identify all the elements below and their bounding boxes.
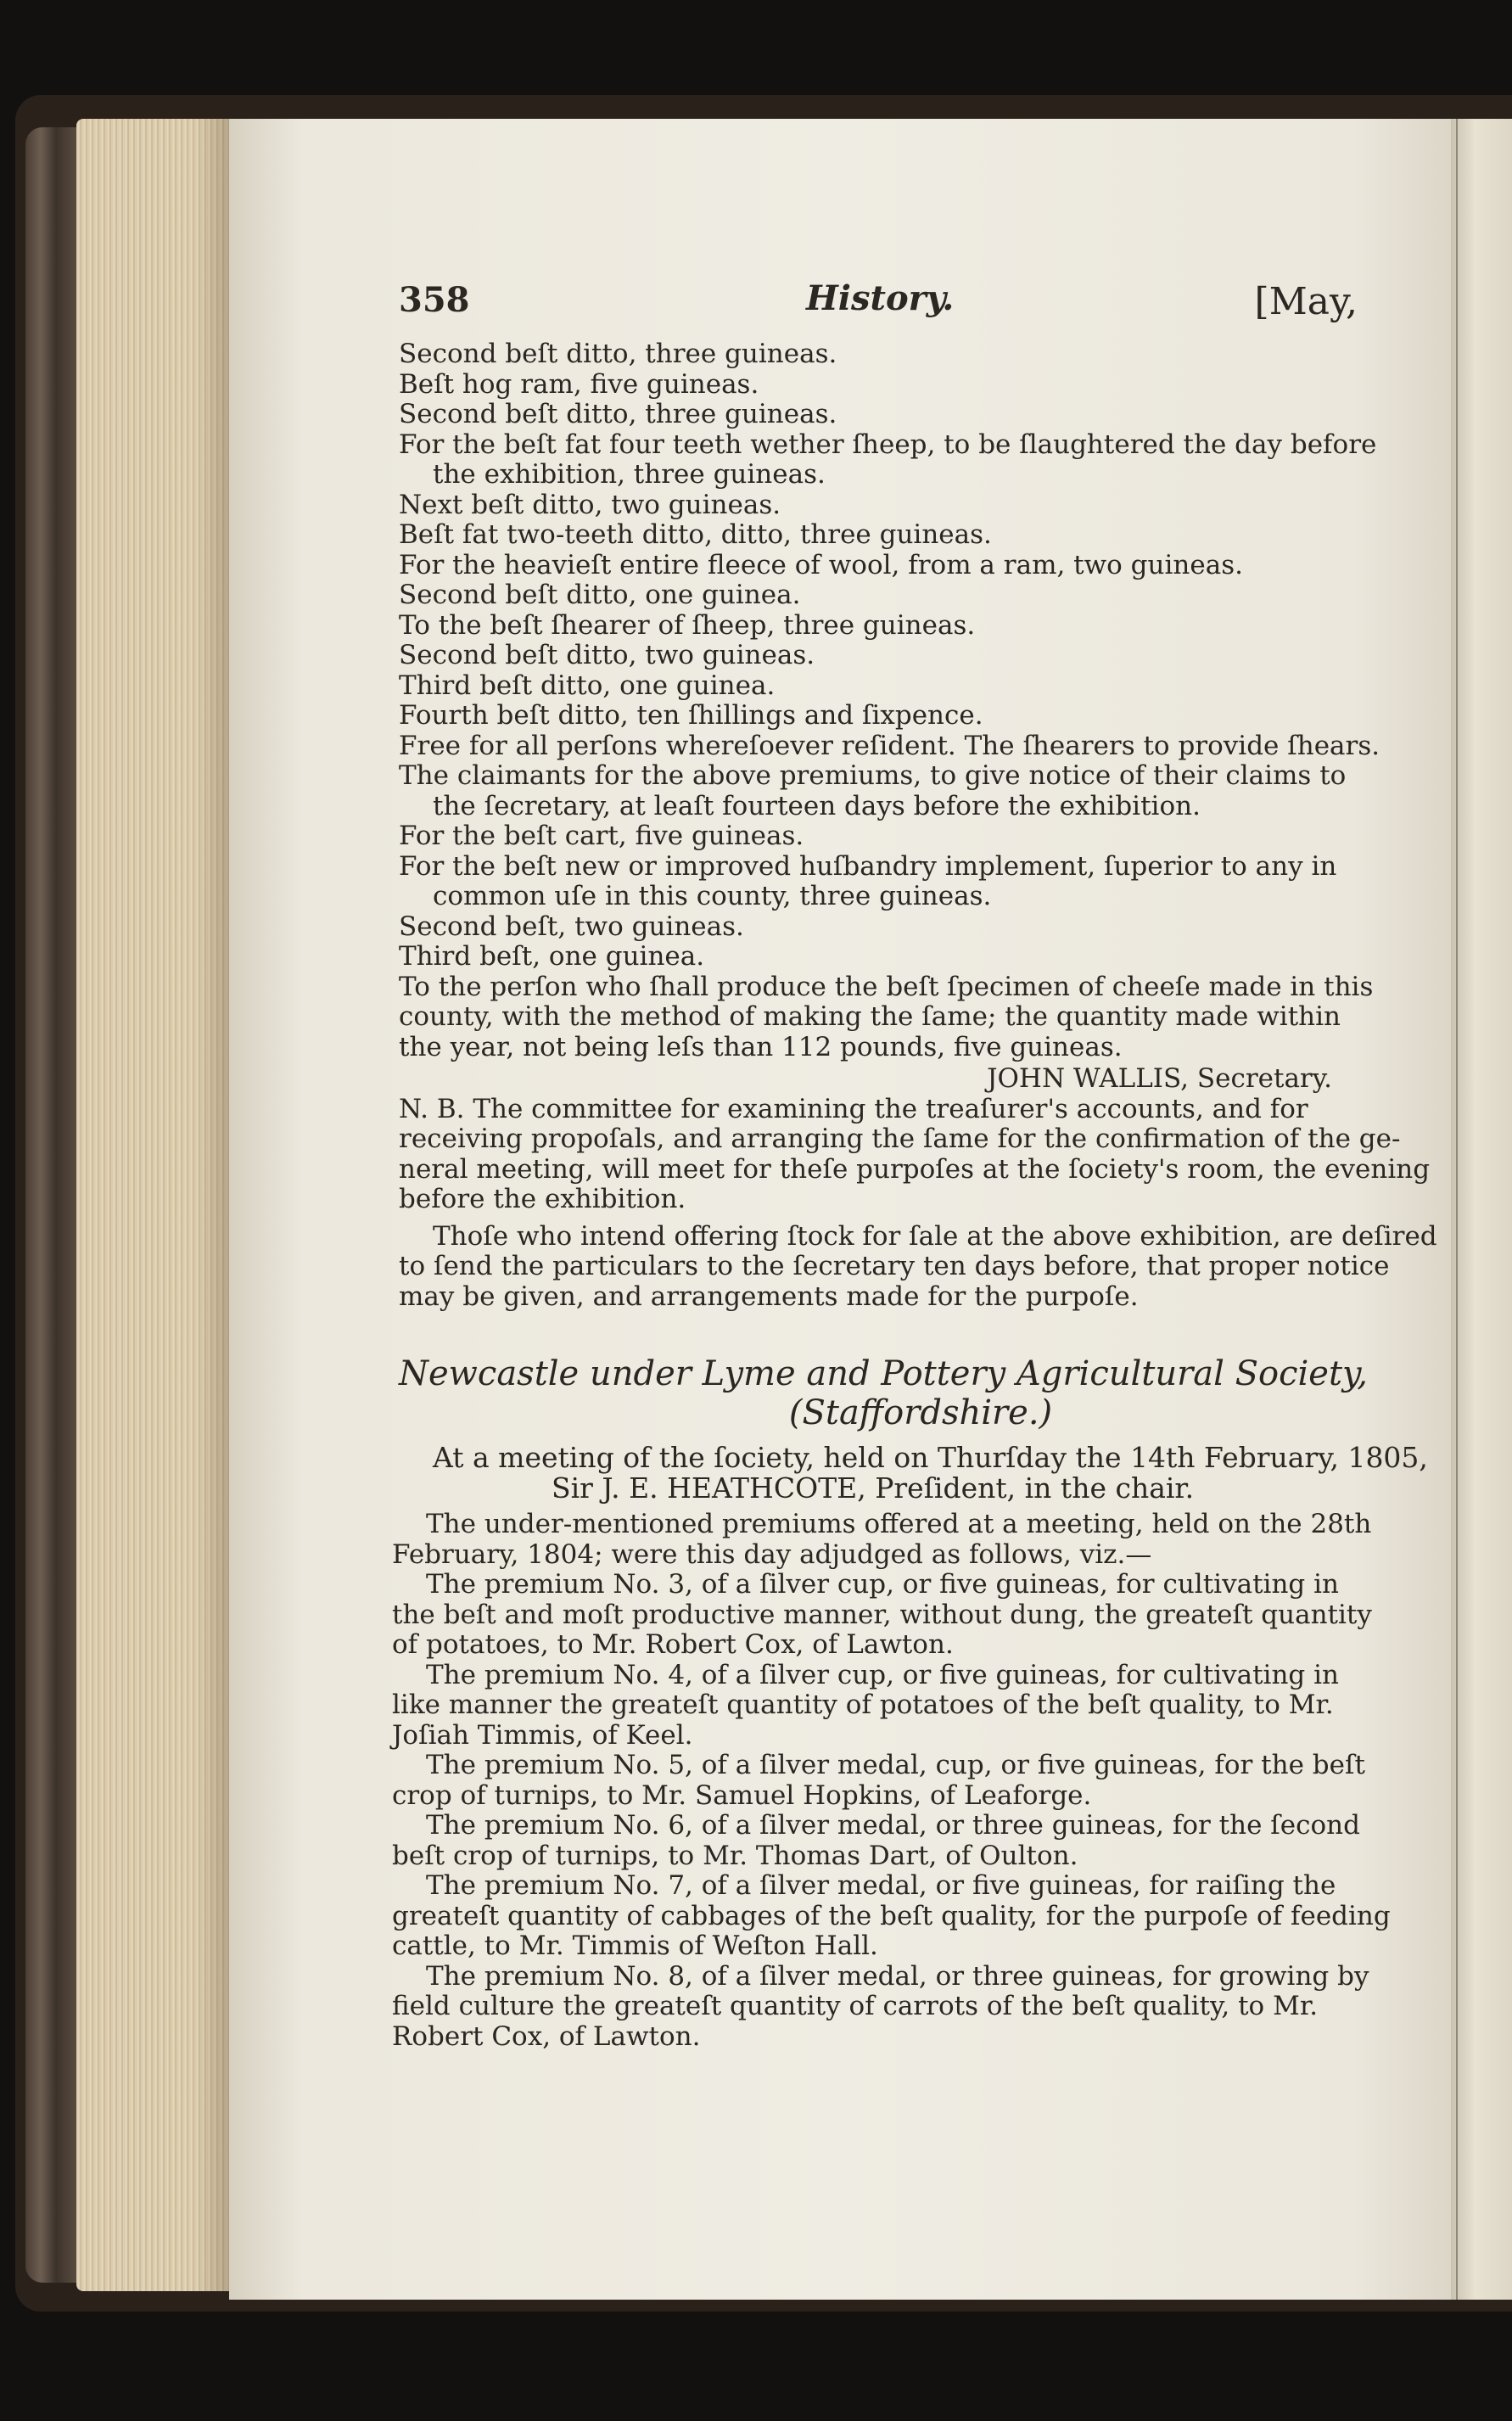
text-line: cattle, to Mr. Timmis of Weſton Hall. [392,1931,878,1961]
text-line: the ſecretary, at leaſt fourteen days before the exhibition. [433,790,1201,821]
text-line: For the beſt fat four teeth wether ſheep, to be ſlaughtered the day before [399,429,1377,460]
text-line: Fourth beſt ditto, ten ſhillings and ſixpence. [399,700,983,731]
text-line: receiving propoſals, and arranging the ſame for the confirmation of the ge- [399,1124,1401,1154]
text-line: of potatoes, to Mr. Robert Cox, of Lawton. [392,1629,954,1660]
meeting-line: At a meeting of the ſociety, held on Thurſday the 14th February, 1805, [433,1441,1428,1474]
text-line: Second beſt ditto, three guineas. [399,339,837,369]
text-line: Second beſt, two guineas. [399,911,744,942]
text-line: before the exhibition. [399,1184,686,1214]
text-line: The premium No. 6, of a ſilver medal, or three guineas, for the ſecond [426,1810,1360,1841]
text-line: Second beſt ditto, three guineas. [399,399,837,429]
text-line: The claimants for the above premiums, to give notice of their claims to [399,760,1347,791]
text-line: like manner the greateſt quantity of potatoes of the beſt quality, to Mr. [392,1690,1334,1720]
text-line: The premium No. 7, of a ſilver medal, or five guineas, for raiſing the [426,1870,1336,1901]
text-line: Joſiah Timmis, of Keel. [392,1719,693,1751]
text-line: crop of turnips, to Mr. Samuel Hopkins, of Leaforge. [392,1779,1092,1811]
text-line: Free for all perſons whereſoever reſident. The ſhearers to provide ſhears. [399,730,1380,761]
text-line: The premium No. 3, of a ſilver cup, or five guineas, for cultivating in [426,1569,1339,1600]
section-heading [399,1354,1369,1432]
text-line: Robert Cox, of Lawton. [392,2020,701,2052]
page-text [392,339,1437,2052]
text-line: For the beſt cart, five guineas. [399,821,804,851]
text-line: the exhibition, three guineas. [433,459,826,490]
book-cover-edge [25,127,76,2283]
running-title: History. [806,278,955,318]
page-number: 358 [399,280,470,320]
text-line: N. B. The committee for examining the treaſurer's accounts, and for [399,1093,1308,1124]
running-head [399,273,1358,333]
facing-page-edge [1451,119,1512,2300]
text-line: neral meeting, will meet for theſe purpoſes at the ſociety's room, the evening [399,1153,1431,1185]
text-line: Second beſt ditto, one guinea. [399,580,801,610]
text-line: The premium No. 8, of a ſilver medal, or three guineas, for growing by [426,1960,1369,1992]
text-line: greateſt quantity of cabbages of the beſt quality, for the purpoſe of feeding [392,1900,1391,1931]
text-line: Thoſe who intend offering ſtock for ſale at the above exhibition, are deſired [433,1220,1437,1252]
text-line: The premium No. 4, of a ſilver cup, or five guineas, for cultivating in [426,1659,1339,1690]
section-heading-line: Newcastle under Lyme and Pottery Agricultural Society, [399,1354,1369,1393]
text-line: Third beſt, one guinea. [399,941,705,972]
text-line: February, 1804; were this day adjudged as follows, viz.— [392,1538,1152,1570]
running-date: [May, [1254,280,1358,323]
text-line: Beſt fat two-teeth ditto, ditto, three guineas. [399,519,992,550]
secretary-signature: JOHN WALLIS, Secretary. [987,1063,1332,1094]
text-line: For the heavieſt entire fleece of wool, from a ram, two guineas. [399,549,1243,580]
text-line: field culture the greateſt quantity of carrots of the beſt quality, to Mr. [392,1991,1319,2021]
text-line: The premium No. 5, of a ſilver medal, cup, or five guineas, for the beſt [426,1750,1365,1780]
text-line: may be given, and arrangements made for the purpoſe. [399,1281,1139,1312]
text-line: the year, not being leſs than 112 pounds, five guineas. [399,1031,1123,1062]
text-line: common uſe in this county, three guineas. [433,881,992,911]
text-line: The under-mentioned premiums offered at a meeting, held on the 28th [426,1509,1372,1539]
text-line: beſt crop of turnips, to Mr. Thomas Dart, of Oulton. [392,1840,1078,1871]
president-line: Sir J. E. HEATHCOTE, Preſident, in the chair. [552,1471,1195,1505]
page-fold-line [1456,119,1458,2300]
text-line: Second beſt ditto, two guineas. [399,640,815,670]
text-line: Beſt hog ram, five guineas. [399,368,759,400]
text-line: For the beſt new or improved huſbandry implement, ſuperior to any in [399,850,1337,882]
text-line: county, with the method of making the ſame; the quantity made within [399,1001,1341,1032]
text-line: To the perſon who ſhall produce the beſt ſpecimen of cheeſe made in this [399,971,1374,1002]
text-line: to ſend the particulars to the ſecretary ten days before, that proper notice [399,1251,1390,1281]
text-line: Third beſt ditto, one guinea. [399,670,776,701]
text-line: To the beſt ſhearer of ſheep, three guineas. [399,609,976,641]
text-line: the beſt and moſt productive manner, without dung, the greateſt quantity [392,1599,1372,1630]
premium-list [392,1509,1391,2052]
text-line: Next beſt ditto, two guineas. [399,489,781,520]
section-heading-subline: (Staffordshire.) [788,1393,1053,1432]
